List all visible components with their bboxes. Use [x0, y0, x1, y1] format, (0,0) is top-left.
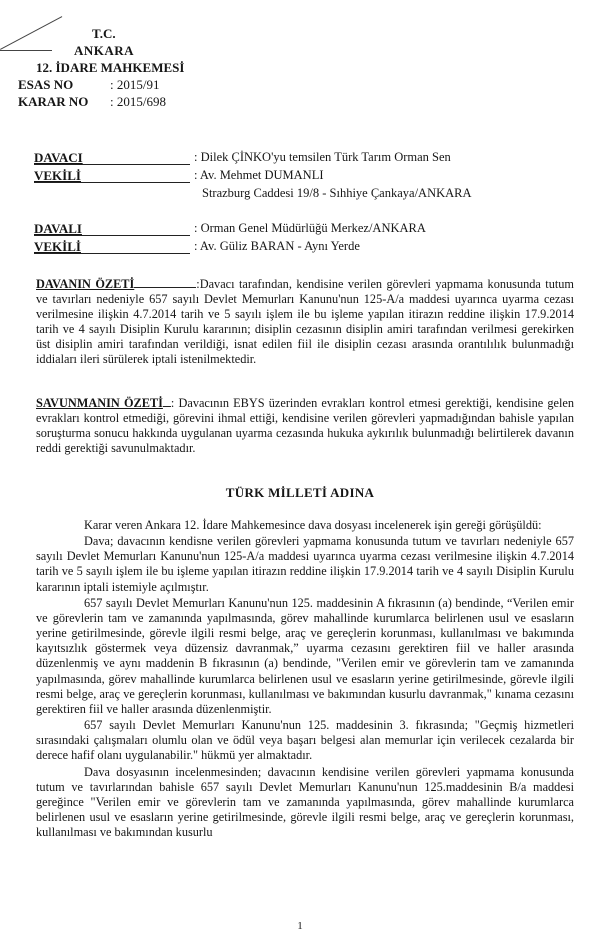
davanin-ozeti-paragraph — [36, 276, 574, 368]
davanin-ozeti-label: DAVANIN ÖZETİ — [36, 277, 135, 291]
decision-body — [36, 518, 574, 841]
davanin-ozeti-text: :Davacı tarafından, kendisine verilen görevleri yapmama konusunda tutum ve tavırları nedeniyle 657 sayılı Devlet Memurları Kanunu'nun 125-A/a maddesi uyarınca uyarma cezası verilmesine ilişkin 4.7.2014 tarih ve 5 sayılı işlem ile bu işleme yapılan itirazın reddine ilişkin 17.9.2014 tarih ve 4 sayılı Disiplin Kurulu kararının; disiplin cezasının disiplin amiri tarafından verilmesi gerekirken üst disiplin amiri tarafından verildiği, isnat edilen fiil ile disiplin cezası arasında orantılılık bulunmadığı iddiaları ileri sürülerek iptali istenilmektedir. — [36, 277, 574, 367]
scan-line-mid — [0, 50, 52, 51]
davaci-label: DAVACI — [34, 150, 83, 165]
header-court: 12. İDARE MAHKEMESİ — [36, 60, 185, 75]
vekili-value-2: : Av. Güliz BARAN - Aynı Yerde — [194, 239, 360, 253]
vekili-value-1: : Av. Mehmet DUMANLI — [194, 168, 324, 182]
body-paragraph-3: 657 sayılı Devlet Memurları Kanunu'nun 125. maddesinin A fıkrasının (a) bendinde, “Verilen emir ve görevlerin tam ve zamanında yapılmasında, görev mahallinde kurumlarca belirlenen usul ve esasların yerine getirilmesinde, görevle ilgili resmi belge, araç ve gereçlerin korunması, kullanılması ve bakımında kayıtsızlık göstermek veya düzensiz davranmak,” uyarma cezasını gerektiren fiil ve haller arasında düzenlenmiş ve aynı maddenin B fıkrasının (a) bendinde, "Verilen emir ve görevlerin tam ve zamanında yapılmasında, görev mahallinde kurumlarca belirlenen usul ve esasların yerine getirilmesinde, görevle ilgili resmi belge, araç ve gereçlerin korunması, kullanılması ve bakımından kusurlu davranmak," kınama cezasını gerektiren fiil ve haller arasında düzenlenmiştir. — [36, 595, 574, 716]
savunma-ozeti-text: : Davacının EBYS üzerinden evrakları kontrol etmesi gerektiği, kendisine gelen evrakları kontrol etmediği, görevini ihmal ettiği, kendisine verilen görevleri yapmadığından bahisle yapılan soruşturma sonucu hakkında uygulanan uyarma cezasında hukuka aykırılık bulunmadığı belirtilerek davanın reddi gerektiği savunulmaktadır. — [36, 396, 574, 456]
savunma-ozeti-paragraph — [36, 395, 574, 456]
davali-underline — [34, 235, 190, 236]
page-number: 1 — [297, 920, 303, 932]
davali-label: DAVALI — [34, 221, 82, 236]
header-tc: T.C. — [92, 26, 116, 41]
savunma-ozeti-label: SAVUNMANIN ÖZETİ — [36, 396, 163, 410]
davanin-ozeti-underline — [134, 276, 196, 288]
davaci-value: : Dilek ÇİNKO'yu temsilen Türk Tarım Orman Sen — [194, 150, 451, 164]
karar-value: : 2015/698 — [110, 94, 166, 109]
body-paragraph-5: Dava dosyasının incelenmesinden; davacının kendisine verilen görevleri yapmama konusunda tutum ve tavırlarından bahisle 657 sayılı Devlet Memurları Kanunu'nun 125.maddesinin B/a maddesi gereğince "Verilen emir ve görevlerin tam ve zamanında yapılmasında, görev mahallinde kurumlarca belirlenen usul ve esasların yerine getirilmesinde, görevle ilgili resmi belge, araç ve gereçlerin korunması, kullanılması ve bakımından kusurlu — [36, 764, 574, 840]
document-title: TÜRK MİLLETİ ADINA — [225, 485, 375, 500]
davaci-underline — [34, 164, 190, 165]
body-paragraph-2: Dava; davacının kendisne verilen görevleri yapmama konusunda tutum ve tavırları nedeniyle 657 sayılı Devlet Memurları Kanunu'nun 125-A/a maddesi uyarınca uyarma cezası verilmesine ilişkin 4.7.2014 tarih ve 5 sayılı işlem ile bu işleme yapılan itirazın reddine ilişkin 17.9.2014 tarih ve 4 sayılı Disiplin Kurulu kararının iptali istemiyle açılmıştır. — [36, 534, 574, 594]
karar-label: KARAR NO — [18, 94, 89, 109]
vekili-address-1: Strazburg Caddesi 19/8 - Sıhhiye Çankaya/ANKARA — [202, 186, 472, 200]
davali-value: : Orman Genel Müdürlüğü Merkez/ANKARA — [194, 221, 426, 235]
vekili-underline-2 — [34, 253, 190, 254]
header-city: ANKARA — [74, 43, 135, 58]
vekili-underline-1 — [34, 182, 190, 183]
vekili-label-2: VEKİLİ — [34, 239, 81, 254]
savunma-ozeti-underline — [163, 395, 171, 407]
scan-line-top — [0, 16, 62, 50]
vekili-label-1: VEKİLİ — [34, 168, 81, 183]
esas-value: : 2015/91 — [110, 77, 160, 92]
body-paragraph-1: Karar veren Ankara 12. İdare Mahkemesince dava dosyası incelenerek işin gereği görüşüldü: — [84, 518, 542, 532]
esas-label: ESAS NO — [18, 77, 74, 92]
body-paragraph-4: 657 sayılı Devlet Memurları Kanunu'nun 125. maddesinin 3. fıkrasında; "Geçmiş hizmetleri sırasındaki çalışmaları olumlu olan ve ödül veya başarı belgesi alan memurlar için verilecek cezalarda bir derece hafif olanı uygulanabilir." hükmü yer almaktadır. — [36, 718, 574, 763]
